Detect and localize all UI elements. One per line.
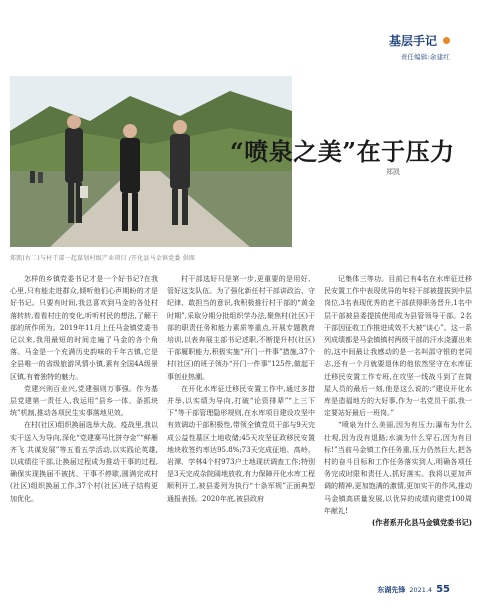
- paragraph: 村干部选好只是第一步,更重要的是用好、管好这支队伍。为了强化新任村干部讲政治、守纪律、敢担当的意识,我积极推行村干部的“黄金时期”,采取分期分批组织学办法,聚焦村(社区)干部的职责任务和能力素质等重点,开展专题教育培训,以表奔展主部书记述职,不断提升村(社区)干部履职能力,积极实施“开门一件事”措施,37个村(社区)的班子领办“开门一件事”125件,做起干事创业热潮。: [167, 275, 315, 381]
- paragraph: 怎样的乡镇党委书记才是一个好书记?在我心里,只有能走进群众,倾听他们心声期盼的才是好书记。只要有时间,我总喜欢到马金的各处村落转转,看看村庄的变化,听听村民的想法,了解干部的所作所为。2019年11月上任马金镇党委书记以来,我用最短的时间走遍了马金的各个角落。马金是一个充满历史韵味的千年古镇,它是全县唯一的省级旅游风情小镇,素有全国4A级景区镇,有着独特的魅力。: [10, 275, 158, 381]
- article-body: [10, 273, 472, 571]
- paragraph: “喷泉为什么美丽,因为有压力;瀑布为什么壮观,因为没有退路;水滴为什么穿石,因为有目标!”当前马金镇工作任务重,压力仍然巨大,把各村的奋斗目标和工作任务落实到人,明确各项任务完成时限和责任人,抓好落实。我将以更加声调的精神,更加饱满的激情,更加实干的作风,推动马金镇高质量发展,以优异的成绩向建党100周年献礼!: [324, 421, 472, 515]
- paragraph: 记集体三等功。目前已有4名在水库征迁移民安置工作中表现优异的年轻干部被提拔到中层岗位,3名表现优秀的老干部获得职务晋升,1名中层干部被县委提拔使用成为县管领导干部。2名干部因征收工作推进成效不大被“谈心”。这一系列成绩都是马金镇镇村两级干部的汗水浇灌出来的,这中间最让我感动的是一名叫邵守银的老同志,还有一个月就要退休的他依然坚守在水库征迁移民安置工作专班,在攻坚一线战斗到了在筒屋人员的最后一刻,他是这么说的:“建设开化水库是造福地方的大好事,作为一名党员干部,我一定要站好最后一班岗。”: [324, 275, 472, 418]
- column-2: [167, 273, 315, 571]
- paragraph: 在村(社区)组织换届选举大战、疫战里,我以实干送入为导向,深化“党建赛马比拼夺金”“鲜雁齐飞 共谋发展”等五看五学活动,以实践论英雄,以成绩往干部,让换届过程成为推动干事的过程,确保实现换届不被扰、干事不停歇,圆满完成村(社区)组织换届工作,37个村(社区)班子结构更加优化。: [10, 421, 158, 503]
- paragraph: 在开化水库征迁移民安置工作中,通过多措并举,以实绩为导向,打破“论资排辈”“上三下下”等干部管理隐形规则,在水库项目建设攻坚中有效调动干部积极性,带领全镇党员干部与9天完成公益性墓区土地收储;45天攻坚征政移民安置地块收签约率达95.8%;73天完成征地、高岭、岩潭、学林4个村973户土地现状调查工作;特别是3天完成杂院阔地放收,有力保障开化水库工程顺利开工,被县委列为执行“十条军规”正面典型通报表扬。2020年底,被县政府: [167, 384, 315, 503]
- photo-caption: 郑凯(右二)与村干部一起谋划村级产业项目 /开化县马金镇党委 供图: [10, 255, 196, 262]
- page-footer: [377, 584, 450, 595]
- author-signature: (作者系开化县马金镇党委书记): [371, 518, 472, 528]
- section-title-row: [389, 32, 450, 49]
- section-editor: 责任编辑:余建红: [400, 53, 450, 61]
- article-headline: “喷泉之美”在于压力: [230, 137, 455, 166]
- issue-number: 2021.4: [409, 585, 433, 594]
- column-3: [324, 273, 472, 571]
- publication-name: 东湖先锋: [377, 584, 406, 594]
- article-author: 郑凯: [386, 168, 400, 176]
- section-dot-icon: [443, 37, 450, 44]
- section-header: [389, 32, 450, 61]
- page-number: 55: [436, 584, 450, 595]
- column-1: [10, 273, 158, 571]
- paragraph: 党建兴则百业兴,党建强则万事强。作为基层党建第一责任人,我运用“县乡一体、条抓块统”机制,推动各项民生实事落地见效。: [10, 384, 158, 418]
- section-title: 基层手记: [388, 34, 437, 48]
